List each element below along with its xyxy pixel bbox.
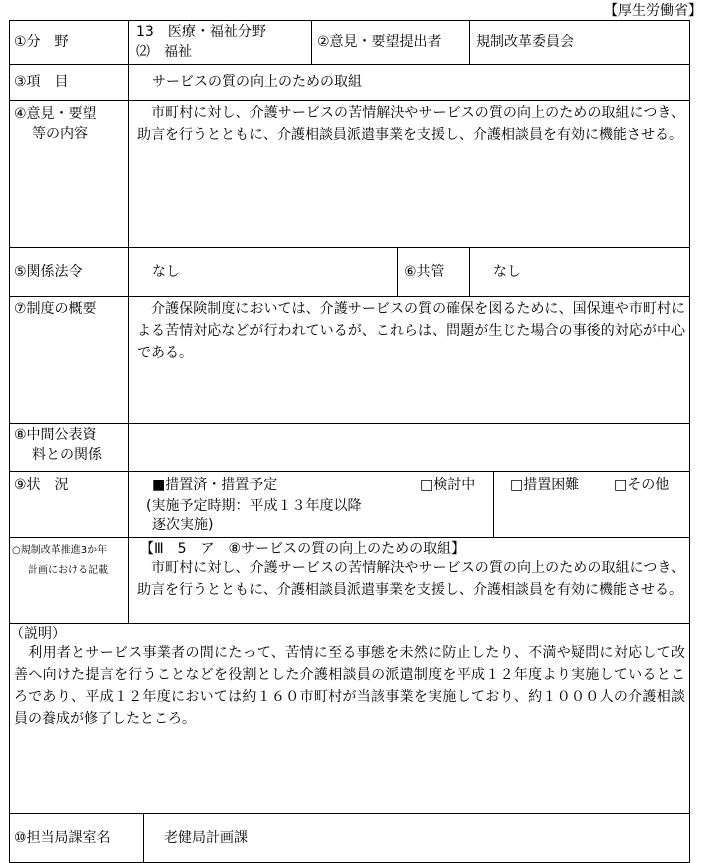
overview-text: 介護保険制度においては、介護サービスの質の確保を図るために、国保連や市町村による苦情対応などが行われているが、これらは、問題が生じた場合の事後的対応が中心である。 [137,301,685,361]
plan-text: 市町村に対し、介護サービスの苦情解決やサービスの質の向上のための取組につき、助言を行うとともに、介護相談員派遣事業を支援し、介護相談員を有効に機能させる。 [137,560,685,598]
jurisdiction-label: ⑥共管 [404,264,445,280]
status-note-line2: 逐次実施) [152,517,214,533]
field-label: ①分 野 [14,34,69,50]
status-note-line1: (実施予定時期：平成１３年度以降 [146,498,362,514]
item-value: サービスの質の向上のための取組 [152,74,362,90]
law-value: なし [152,264,180,280]
content-label-line1: ④意見・要望 [14,106,97,122]
overview-label: ⑦制度の概要 [14,301,97,317]
status-review-checkbox[interactable]: □検討中 [420,477,476,493]
division-label: ⑩担当局課室名 [14,830,111,846]
status-selected-checkbox[interactable]: ■措置済・措置予定 [152,477,278,493]
jurisdiction-value: なし [493,264,521,280]
submitter-value: 規制改革委員会 [476,34,574,50]
interim-label-line1: ⑧中間公表資 [14,427,97,443]
plan-reference: 【Ⅲ 5 ア ⑧サービスの質の向上のための取組】 [140,541,466,557]
field-value-line2: ⑵ 福祉 [136,44,192,60]
submitter-label: ②意見・要望提出者 [317,34,442,50]
content-label-line2: 等の内容 [32,126,88,142]
explanation-text: 利用者とサービス事業者の間にたって、苦情に至る事態を未然に防止したり、不満や疑問に対応して改善へ向けた提言を行うことなどを役割とした介護相談員の派遣制度を平成１２年度より実施しているところであり、平成１２年度においては約１６０市町村が当該事業を実施しており、約１０００人の介護相談員の養成が修了したところ。 [14,645,685,727]
ministry-header: 【厚生労働省】 [604,3,702,19]
item-label: ③項 目 [14,74,69,90]
explanation-heading: （説明） [10,626,66,642]
interim-label-line2: 料との関係 [32,447,102,463]
law-label: ⑤関係法令 [14,264,83,280]
content-text: 市町村に対し、介護サービスの苦情解決やサービスの質の向上のための取組につき、助言を行うとともに、介護相談員派遣事業を支援し、介護相談員を有効に機能させる。 [137,105,685,143]
status-label: ⑨状 況 [14,477,69,493]
plan-label-line1: ○規制改革推進3か年 [12,545,108,556]
status-difficult-checkbox[interactable]: □措置困難 [510,477,580,493]
field-value-line1: 13 医療・福祉分野 [136,24,266,40]
division-value: 老健局計画課 [164,830,248,846]
plan-label-line2: 計画における記載 [28,565,108,576]
status-other-checkbox[interactable]: □その他 [614,477,670,493]
